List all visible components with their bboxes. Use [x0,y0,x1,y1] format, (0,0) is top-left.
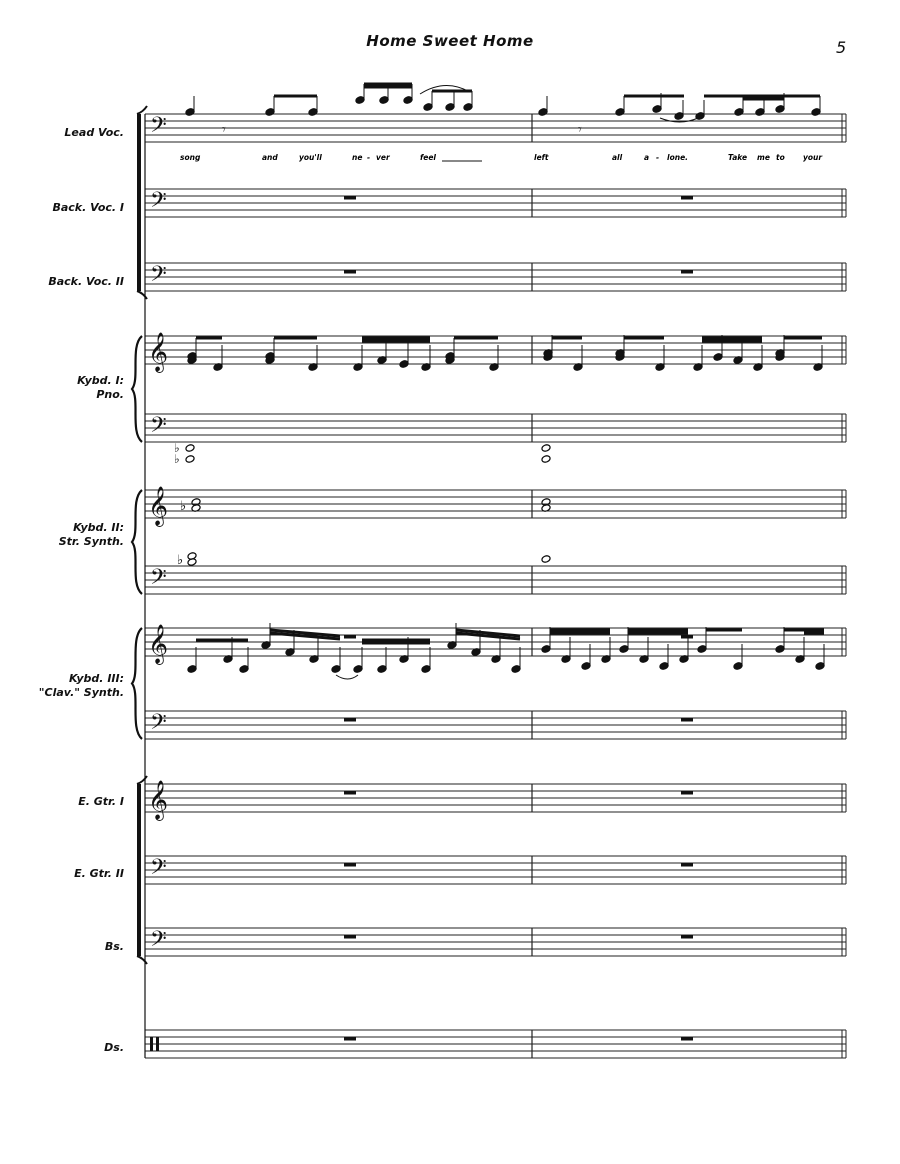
staff-lines [145,114,846,1058]
lyric-syllable: ver [376,153,390,162]
lyric-hyphen: - [367,153,371,162]
barlines [145,114,846,1058]
clav-note [541,645,551,654]
piano-note [399,360,409,369]
whole-rest [344,270,356,274]
staff-label-keyboard-3-line1: Kybd. III: [68,672,124,685]
bracket-hook [137,106,147,114]
clav-note [511,665,521,674]
vocal-note [811,108,821,117]
whole-rest [344,635,356,639]
bass-clef-icon: 𝄢 [150,188,167,218]
lyric-syllable: feel [420,153,437,162]
treble-clef-icon: 𝄞 [148,486,169,526]
group-bracket [137,114,141,291]
vocal-note [538,108,548,117]
vocal-note [775,105,785,114]
lyrics-measure-1 [180,153,482,162]
percussion-clef-icon [150,1037,153,1051]
lyric-syllable: lone. [667,153,688,162]
lyric-syllable: song [180,153,201,162]
lyric-syllable: to [776,153,785,162]
flat-icon: ♭ [177,553,184,568]
vocal-note [423,103,433,112]
lyrics-measure-2 [534,153,823,162]
whole-rest [344,718,356,722]
vocal-note [463,103,473,112]
vocal-note [185,108,195,117]
bass-clef-icon: 𝄢 [150,855,167,885]
bass-clef-icon: 𝄢 [150,113,167,143]
flat-icon: ♭ [174,452,180,466]
lyric-syllable: ne [352,153,363,162]
clav-note [619,645,629,654]
grand-staff-brace [132,490,142,594]
whole-rest [344,935,356,939]
vocal-note [734,108,744,117]
group-bracket [137,784,141,956]
clav-note [581,662,591,671]
whole-rest [344,863,356,867]
whole-rest [681,791,693,795]
bass-clef-icon: 𝄢 [150,927,167,957]
whole-rest [344,1037,356,1041]
vocal-note [755,108,765,117]
flat-icon: ♭ [180,499,187,514]
vocal-note [674,112,684,121]
treble-clef-icon: 𝄞 [148,624,169,664]
piano-whole-note [541,444,551,453]
lyric-syllable: you'll [299,153,322,162]
clav-note [353,665,363,674]
clav-note [331,665,341,674]
vocal-note [403,96,413,105]
lyric-syllable: me [757,153,770,162]
staff-label-drums: Ds. [104,1041,124,1054]
staff-label-guitar-2: E. Gtr. II [74,867,124,880]
staff-label-lead-vocal: Lead Voc. [64,126,124,139]
lyric-syllable: and [262,153,278,162]
whole-rest [681,635,693,639]
eighth-rest-icon: 𝄾 [222,122,226,138]
bass-clef-icon: 𝄢 [150,565,167,595]
bass-clef-icon: 𝄢 [150,413,167,443]
lyric-syllable: your [803,153,823,162]
clav-note [377,665,387,674]
whole-rest [681,863,693,867]
page-number: 5 [836,38,847,57]
lyric-syllable: Take [728,153,748,162]
vocal-note [445,103,455,112]
clav-note [421,665,431,674]
vocal-note [265,108,275,117]
notes [174,84,825,679]
lyric-syllable: a [644,153,650,162]
whole-rest [344,791,356,795]
piano-whole-note [185,455,195,464]
clefs [148,113,168,1051]
bass-clef-icon: 𝄢 [150,710,167,740]
whole-rest [681,270,693,274]
whole-rest [681,935,693,939]
flat-icon: ♭ [174,441,180,455]
staff-label-backing-vocal-1: Back. Voc. I [52,201,124,214]
treble-clef-icon: 𝄞 [148,780,169,820]
score-title: Home Sweet Home [366,32,534,50]
staff-label-backing-vocal-2: Back. Voc. II [48,275,124,288]
vocal-note [379,96,389,105]
clav-note [187,665,197,674]
whole-rest [681,718,693,722]
vocal-note [615,108,625,117]
vocal-note [652,105,662,114]
percussion-clef-icon [156,1037,159,1051]
bass-clef-icon: 𝄢 [150,262,167,292]
treble-clef-icon: 𝄞 [148,332,169,372]
lyric-hyphen: - [656,153,660,162]
staff-label-keyboard-2-line2: Str. Synth. [58,535,124,548]
clav-note [733,662,743,671]
clav-note [697,645,707,654]
piano-note [713,353,723,362]
clav-note [815,662,825,671]
vocal-note [308,108,318,117]
grand-staff-brace [132,336,142,442]
clav-note [775,645,785,654]
grand-staff-brace [132,628,142,739]
whole-rests [344,196,693,1041]
staff-label-keyboard-1-line2: Pno. [96,388,124,401]
piano-whole-note [185,444,195,453]
staff-label-bass: Bs. [104,940,124,953]
whole-rest [344,196,356,200]
staff-label-keyboard-1-line1: Kybd. I: [77,374,124,387]
tie [336,675,358,679]
lyric-syllable: all [612,153,623,162]
whole-rest [681,1037,693,1041]
vocal-note [355,96,365,105]
synth-whole-note [541,555,551,564]
staff-label-keyboard-3-line2: "Clav." Synth. [38,686,124,699]
whole-rest [681,196,693,200]
staff-label-keyboard-2-line1: Kybd. II: [73,521,124,534]
clav-note [239,665,249,674]
clav-note [659,662,669,671]
eighth-rest-icon: 𝄾 [578,122,582,138]
staff-label-guitar-1: E. Gtr. I [78,795,124,808]
lyric-syllable: left [534,153,549,162]
piano-whole-note [541,455,551,464]
